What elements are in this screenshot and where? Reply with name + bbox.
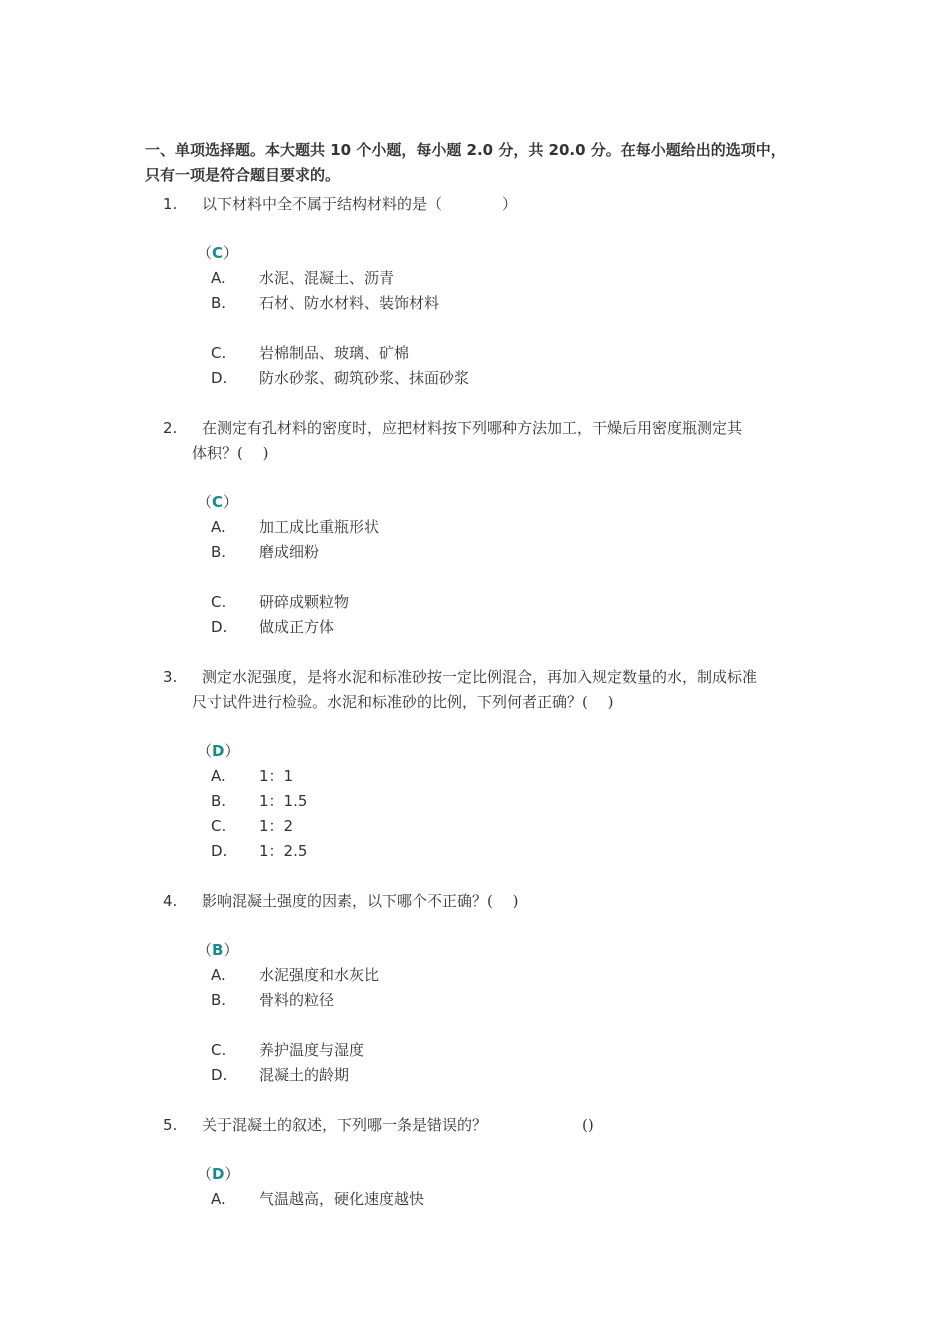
option-letter: B. — [211, 792, 227, 810]
answer-key: （D） — [197, 1165, 240, 1183]
option-text: 岩棉制品、玻璃、矿棉 — [259, 344, 410, 362]
option-letter: C. — [211, 593, 227, 611]
option-text: 1：1.5 — [259, 792, 308, 810]
answer-key: （C） — [197, 244, 239, 262]
question-number: 1. — [163, 195, 178, 213]
answer-letter: D — [212, 1165, 225, 1183]
option-letter: C. — [211, 817, 227, 835]
section-heading — [145, 138, 825, 188]
option-text: 研碎成颗粒物 — [259, 593, 350, 611]
option-letter: C. — [211, 1041, 227, 1059]
question-text-continued: 体积？( ) — [192, 444, 269, 462]
option-text: 磨成细粉 — [259, 543, 320, 561]
option-text: 水泥、混凝土、沥青 — [259, 269, 395, 287]
question-number: 4. — [163, 892, 178, 910]
question-text: 影响混凝土强度的因素，以下哪个不正确？( ) — [202, 892, 519, 910]
option-letter: A. — [211, 966, 226, 984]
section-heading-line-2: 只有一项是符合题目要求的。 — [145, 166, 341, 184]
option-letter: B. — [211, 294, 227, 312]
answer-letter: B — [212, 941, 224, 959]
option-text: 水泥强度和水灰比 — [259, 966, 380, 984]
option-letter: A. — [211, 269, 226, 287]
option-text: 气温越高，硬化速度越快 — [259, 1190, 425, 1208]
question-number: 5. — [163, 1116, 178, 1134]
question-text-tail: () — [582, 1116, 594, 1134]
option-letter: B. — [211, 543, 227, 561]
option-letter: A. — [211, 518, 226, 536]
option-text: 加工成比重瓶形状 — [259, 518, 380, 536]
option-letter: D. — [211, 369, 228, 387]
question-text-continued: 尺寸试件进行检验。水泥和标准砂的比例，下列何者正确？( ) — [192, 693, 614, 711]
question-text: 在测定有孔材料的密度时，应把材料按下列哪种方法加工，干燥后用密度瓶测定其 — [202, 419, 743, 437]
option-letter: A. — [211, 767, 226, 785]
question-text: 关于混凝土的叙述，下列哪一条是错误的？ — [202, 1116, 488, 1134]
option-text: 做成正方体 — [259, 618, 335, 636]
question-number: 2. — [163, 419, 178, 437]
question-number: 3. — [163, 668, 178, 686]
option-letter: B. — [211, 991, 227, 1009]
option-text: 1：2 — [259, 817, 294, 835]
option-text: 1：1 — [259, 767, 294, 785]
section-heading-line-1: 一、单项选择题。本大题共 10 个小题，每小题 2.0 分，共 20.0 分。在每小题给出的选项中， — [145, 141, 786, 159]
answer-letter: C — [212, 493, 224, 511]
answer-letter: D — [212, 742, 225, 760]
option-letter: D. — [211, 1066, 228, 1084]
question-text: 测定水泥强度，是将水泥和标准砂按一定比例混合，再加入规定数量的水，制成标准 — [202, 668, 758, 686]
option-text: 防水砂浆、砌筑砂浆、抹面砂浆 — [259, 369, 470, 387]
answer-key: （C） — [197, 493, 239, 511]
option-text: 1：2.5 — [259, 842, 308, 860]
option-letter: D. — [211, 842, 228, 860]
option-letter: D. — [211, 618, 228, 636]
option-text: 石材、防水材料、装饰材料 — [259, 294, 440, 312]
answer-key: （D） — [197, 742, 240, 760]
option-letter: C. — [211, 344, 227, 362]
option-letter: A. — [211, 1190, 226, 1208]
answer-key: （B） — [197, 941, 239, 959]
question-text: 以下材料中全不属于结构材料的是（ ） — [202, 195, 518, 213]
answer-letter: C — [212, 244, 224, 262]
option-text: 骨料的粒径 — [259, 991, 335, 1009]
option-text: 养护温度与湿度 — [259, 1041, 365, 1059]
option-text: 混凝土的龄期 — [259, 1066, 350, 1084]
